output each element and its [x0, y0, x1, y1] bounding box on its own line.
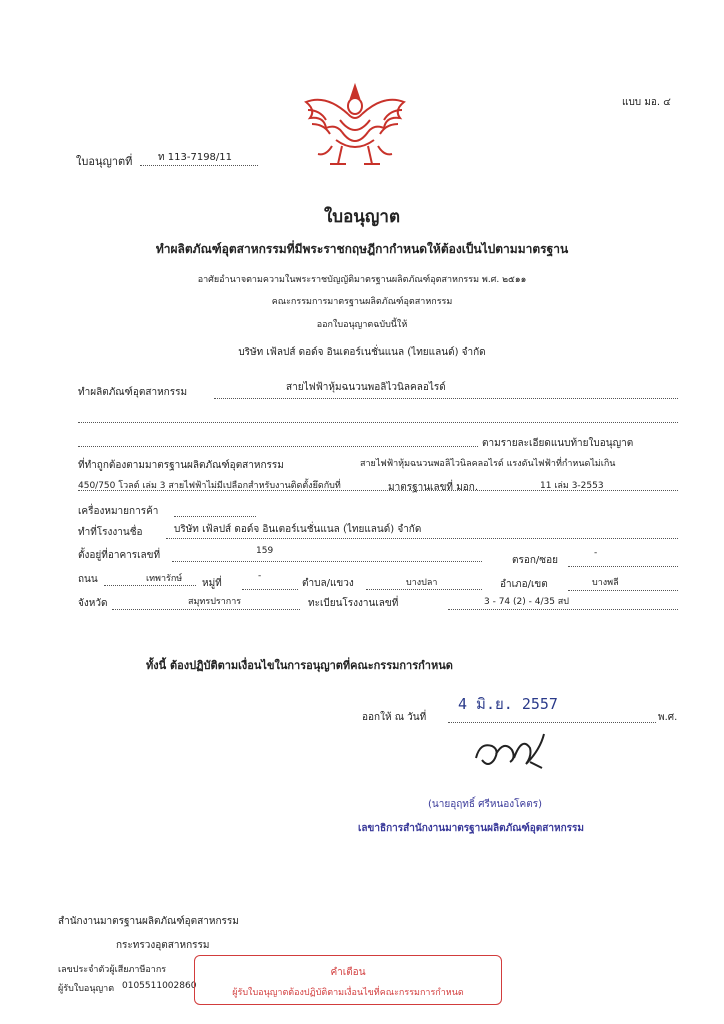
license-no-value: ท 113-7198/11 — [158, 152, 233, 163]
district-label: อำเภอ/เขต — [500, 579, 548, 590]
province-label: จังหวัด — [78, 598, 108, 609]
issue-date-value: 4 มิ.ย. 2557 — [458, 695, 558, 713]
garuda-emblem-icon — [296, 80, 414, 172]
district-value: บางพลี — [592, 578, 619, 588]
moo-value: - — [258, 571, 262, 581]
taxpayer-label-1: เลขประจำตัวผู้เสียภาษีอากร — [58, 965, 167, 975]
trademark-label: เครื่องหมายการค้า — [78, 506, 159, 517]
factory-reg-label: ทะเบียนโรงงานเลขที่ — [308, 598, 399, 609]
factory-reg-value: 3 - 74 (2) - 4/35 สป — [484, 597, 570, 607]
alley-label: ตรอก/ซอย — [512, 555, 558, 566]
product-label: ทำผลิตภัณฑ์อุตสาหกรรม — [78, 387, 188, 398]
taxpayer-value: 0105511002860 — [122, 981, 197, 991]
company-name: บริษัท เฟ้ลปส์ ดอด์จ อินเตอร์เนชั่นแนล (ไทยแลนด์) จำกัด — [238, 347, 486, 358]
moo-label: หมู่ที่ — [202, 578, 222, 589]
subdistrict-value: บางปลา — [406, 578, 438, 588]
standard-value-line-1: สายไฟฟ้าหุ้มฉนวนพอลิไวนิลคลอไรด์ แรงดันไฟฟ้าที่กำหนดไม่เกิน — [360, 459, 616, 469]
standard-no-value: 11 เล่ม 3-2553 — [540, 481, 604, 491]
authority-line-2: คณะกรรมการมาตรฐานผลิตภัณฑ์อุตสาหกรรม — [271, 297, 453, 307]
standard-label: ที่ทำถูกต้องตามมาตรฐานผลิตภัณฑ์อุตสาหกรรม — [78, 460, 284, 471]
road-value: เทพารักษ์ — [146, 574, 183, 584]
page-title: ใบอนุญาต — [324, 207, 400, 227]
subtitle: ทำผลิตภัณฑ์อุตสาหกรรมที่มีพระราชกฤษฎีกากำหนดให้ต้องเป็นไปตามมาตรฐาน — [155, 242, 569, 256]
road-label: ถนน — [78, 574, 98, 585]
license-no-label: ใบอนุญาตที่ — [76, 155, 133, 168]
annex-text: ตามรายละเอียดแนบท้ายใบอนุญาต — [482, 438, 634, 449]
standard-no-label: มาตรฐานเลขที่ มอก. — [388, 482, 479, 493]
product-value: สายไฟฟ้าหุ้มฉนวนพอลิไวนิลคลอไรด์ — [286, 382, 446, 393]
warning-title: คำเตือน — [330, 967, 366, 978]
signatory-position: เลขาธิการสำนักงานมาตรฐานผลิตภัณฑ์อุตสาหกรรม — [358, 823, 584, 834]
warning-text: ผู้รับใบอนุญาตต้องปฏิบัติตามเงื่อนไขที่คณะกรรมการกำหนด — [232, 988, 464, 998]
issue-date-label: ออกให้ ณ วันที่ — [362, 712, 427, 723]
building-label: ตั้งอยู่ที่อาคารเลขที่ — [78, 550, 161, 561]
taxpayer-label-2: ผู้รับใบอนุญาต — [58, 984, 115, 994]
signature-icon — [470, 728, 550, 774]
warning-box — [194, 955, 502, 1005]
form-code: แบบ มอ. ๔ — [622, 97, 671, 108]
issue-year-label: พ.ศ. — [658, 712, 678, 723]
alley-value: - — [594, 548, 598, 558]
factory-label: ทำที่โรงงานชื่อ — [78, 527, 143, 538]
authority-line-3: ออกใบอนุญาตฉบับนี้ให้ — [316, 320, 408, 330]
factory-value: บริษัท เฟ้ลปส์ ดอด์จ อินเตอร์เนชั่นแนล (ไทยแลนด์) จำกัด — [174, 524, 422, 535]
authority-line-1: อาศัยอำนาจตามความในพระราชบัญญัติมาตรฐานผลิตภัณฑ์อุตสาหกรรม พ.ศ. ๒๕๑๑ — [197, 275, 527, 285]
signatory-name: (นายอุฤทธิ์ ศรีหนองโคตร) — [428, 799, 543, 810]
condition-text: ทั้งนี้ ต้องปฏิบัติตามเงื่อนไขในการอนุญาตที่คณะกรรมการกำหนด — [146, 659, 453, 672]
standard-value-line-2: 450/750 โวลต์ เล่ม 3 สายไฟฟ้าไม่มีเปลือกสำหรับงานติดตั้งยึดกับที่ — [78, 481, 341, 491]
office-line-2: กระทรวงอุตสาหกรรม — [116, 940, 210, 951]
province-value: สมุทรปราการ — [188, 597, 242, 607]
building-value: 159 — [256, 546, 274, 556]
subdistrict-label: ตำบล/แขวง — [302, 578, 354, 589]
office-line-1: สำนักงานมาตรฐานผลิตภัณฑ์อุตสาหกรรม — [58, 916, 239, 927]
